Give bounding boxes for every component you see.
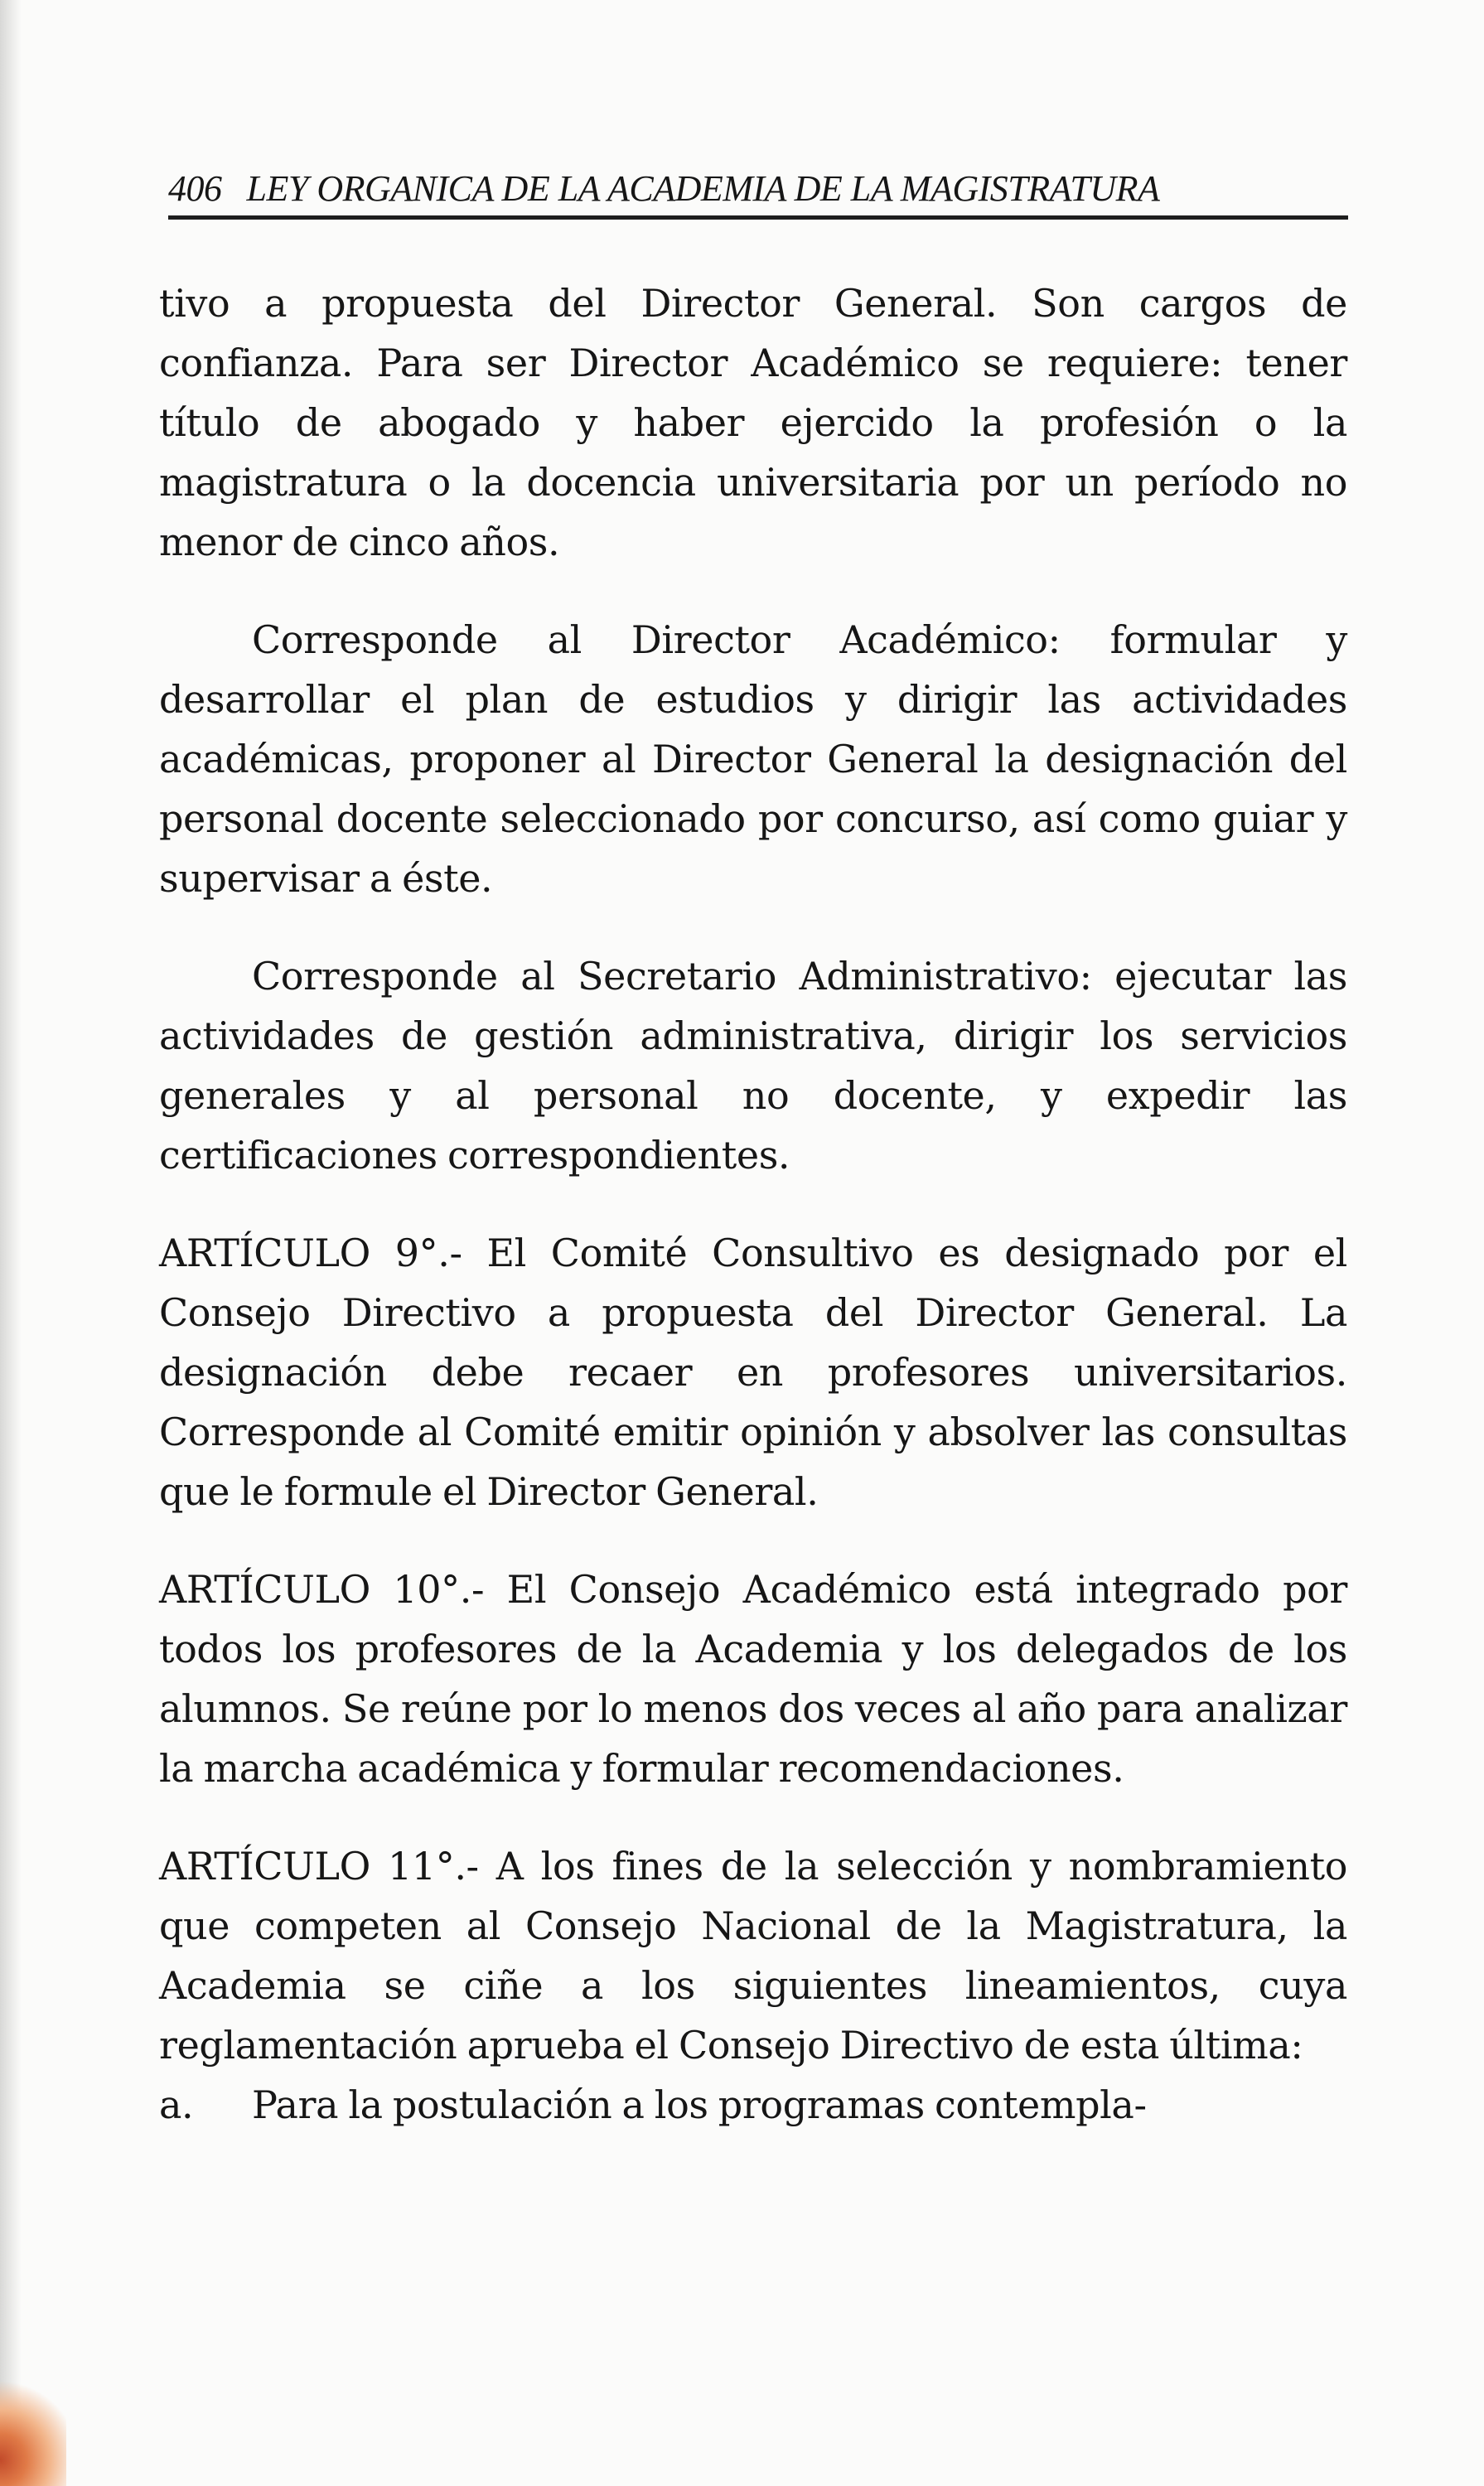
page-body <box>159 273 1347 2135</box>
paragraph-continuation: tivo a propuesta del Director General. Son cargos de confianza. Para ser Director Académico se requiere: tener título de abogado y haber ejercido la profesión o la magistratura o la docencia universitaria por un período no menor de cinco años. <box>159 281 1347 564</box>
article-11: ARTÍCULO 11°.- A los fines de la selección y nombramiento que competen al Consejo Nacional de la Magistratura, la Academia se ciñe a los siguientes lineamientos, cuya reglamentación aprueba el Consejo Directivo de esta última: <box>159 1844 1347 2068</box>
list-item-text: Para la postulación a los programas contempla- <box>252 2082 1147 2127</box>
article-10: ARTÍCULO 10°.- El Consejo Académico está integrado por todos los profesores de la Academia y los delegados de los alumnos. Se reúne por lo menos dos veces al año para analizar la marcha académica y formular recomendaciones. <box>159 1567 1347 1791</box>
paragraph-secretario-administrativo: Corresponde al Secretario Administrativo: ejecutar las actividades de gestión administrativa, dirigir los servicios generales y al personal no docente, y expedir las certificaciones correspondientes. <box>159 954 1347 1178</box>
running-title: LEY ORGANICA DE LA ACADEMIA DE LA MAGISTRATURA <box>246 168 1160 209</box>
page-number: 406 <box>168 168 222 209</box>
list-item <box>159 2075 1347 2135</box>
list-item-marker: a. <box>159 2082 194 2127</box>
paragraph-director-academico: Corresponde al Director Académico: formular y desarrollar el plan de estudios y dirigir las actividades académicas, proponer al Director General la designación del personal docente seleccionado por concurso, así como guiar y supervisar a éste. <box>159 617 1347 901</box>
corner-decoration <box>0 2312 66 2486</box>
article-9: ARTÍCULO 9°.- El Comité Consultivo es designado por el Consejo Directivo a propuesta del Director General. La designación debe recaer en profesores universitarios. Corresponde al Comité emitir opinión y absolver las consultas que le formule el Director General. <box>159 1231 1347 1514</box>
page-edge-shadow <box>0 0 22 2486</box>
running-header <box>168 162 1348 220</box>
